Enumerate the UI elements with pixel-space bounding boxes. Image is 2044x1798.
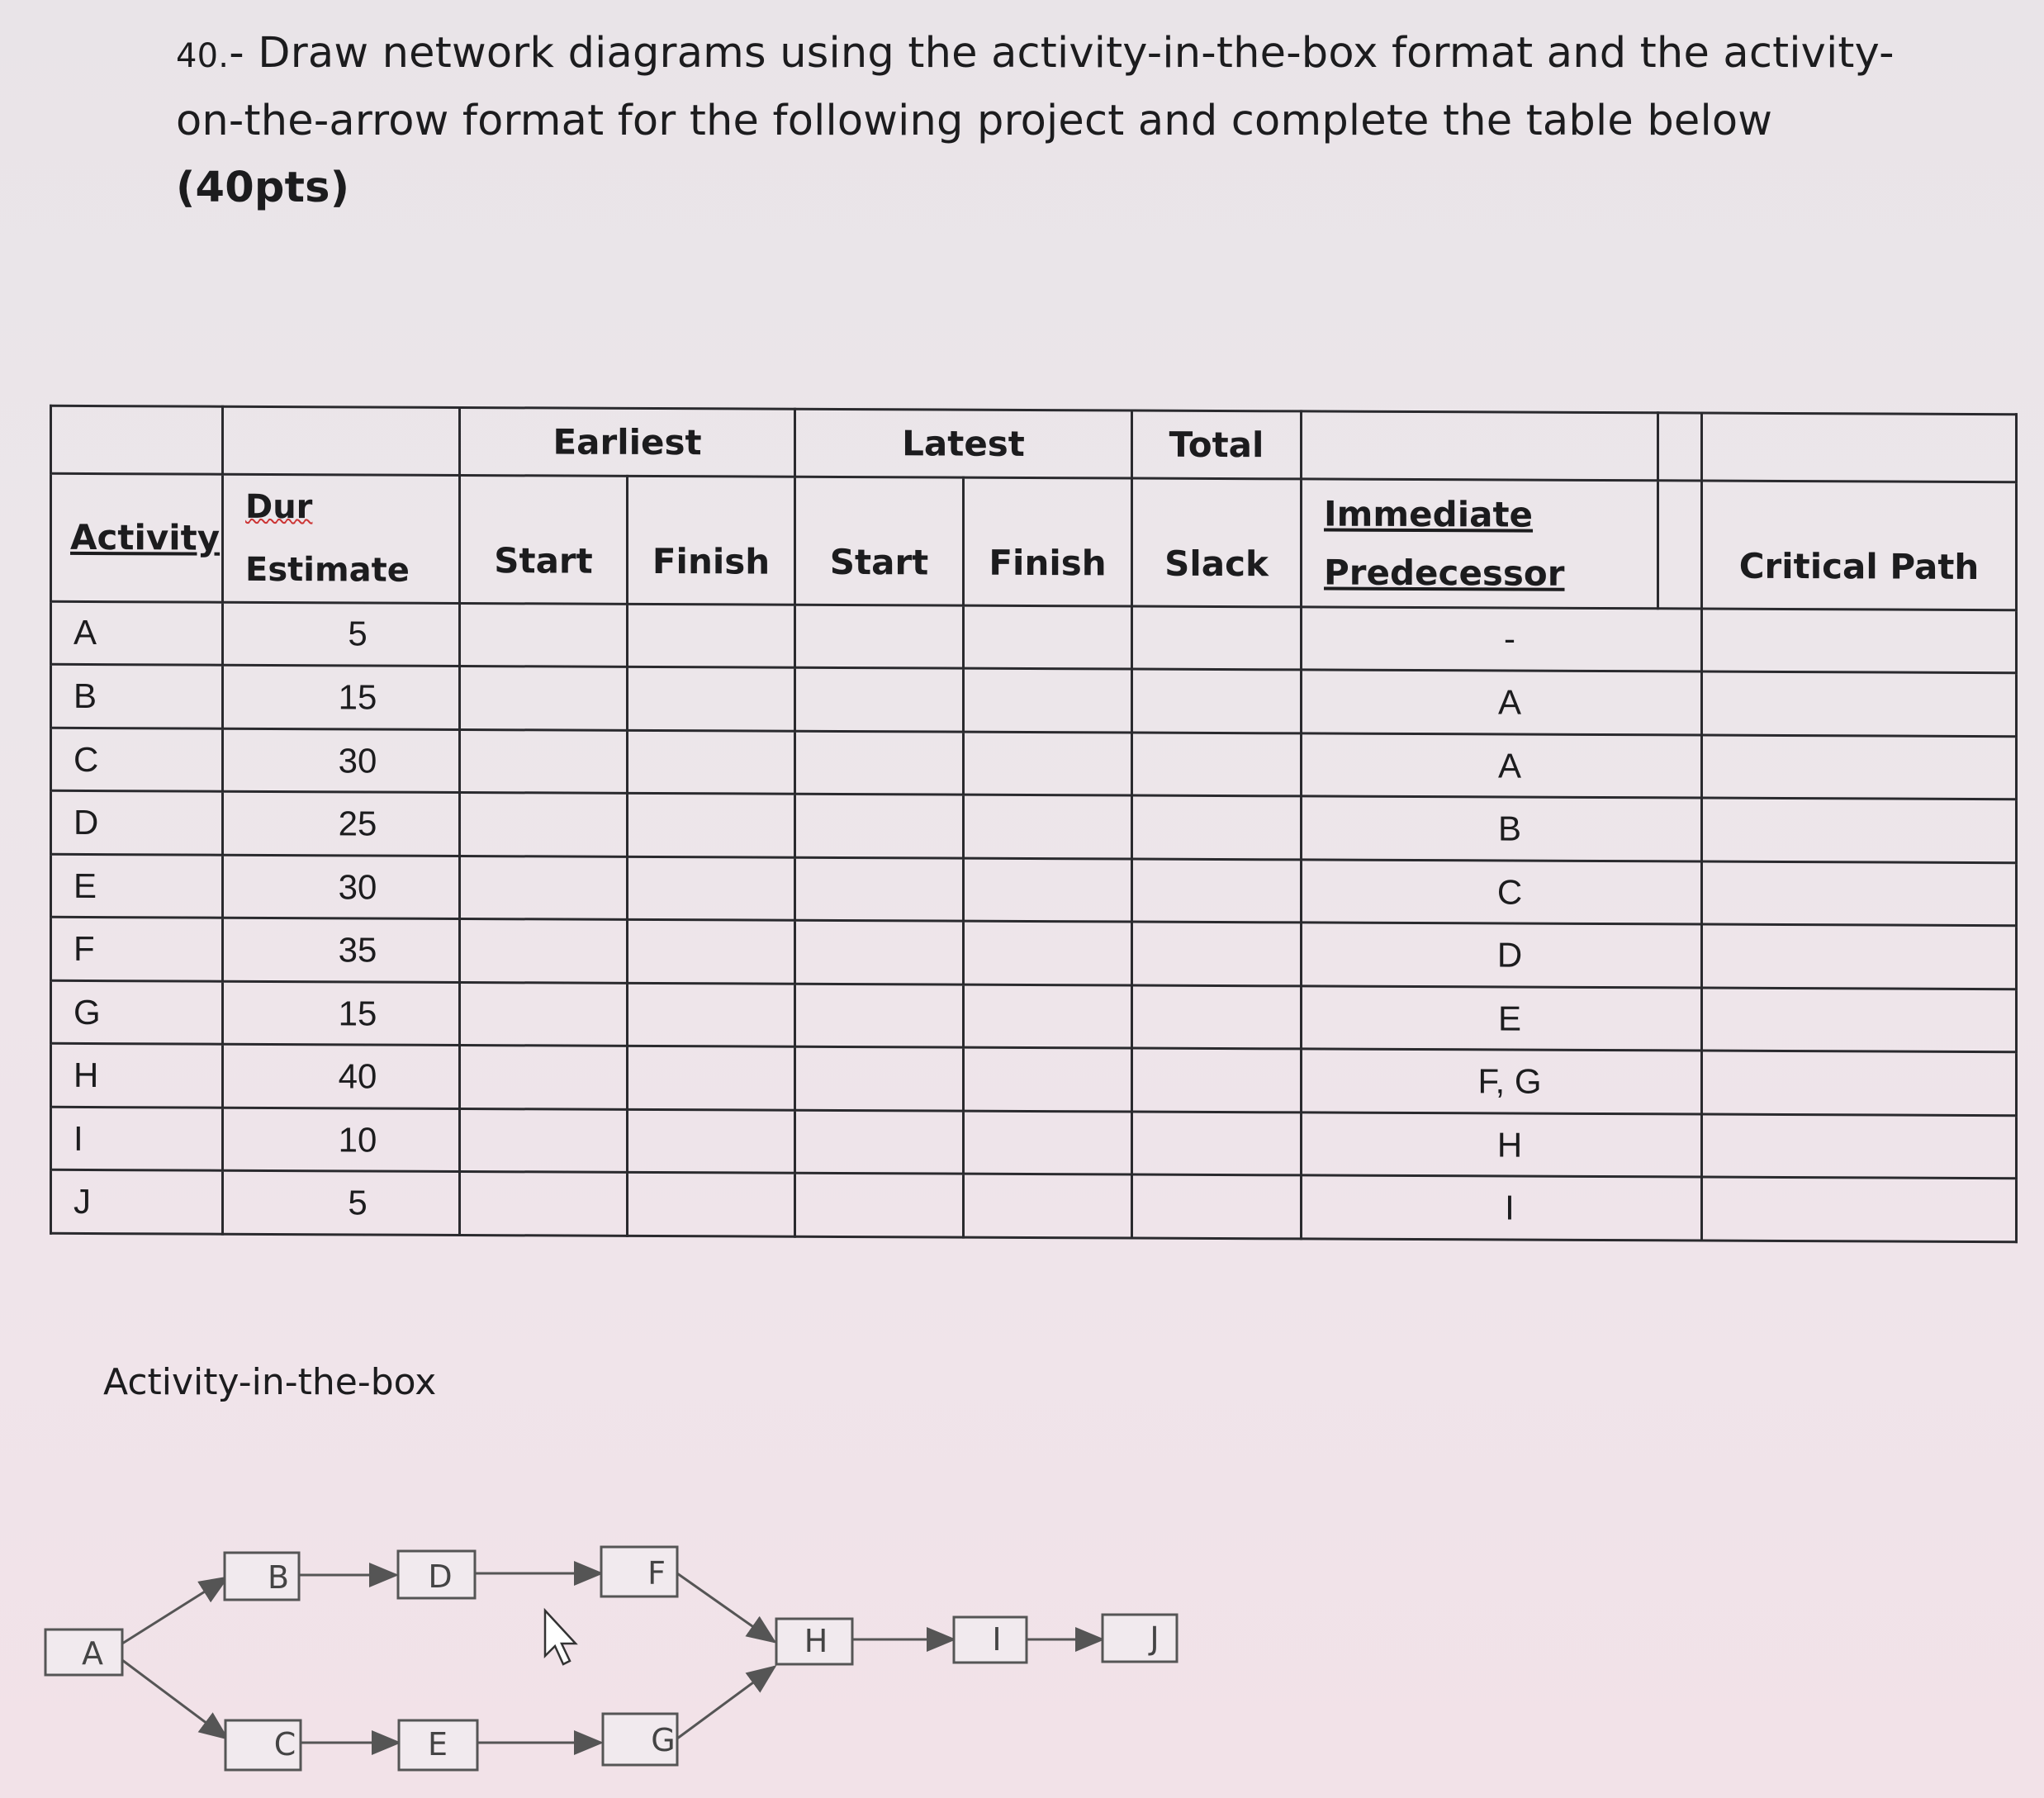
- earliest-finish-header: Finish: [628, 476, 795, 605]
- earliest-finish-cell: [628, 983, 795, 1046]
- slack-cell: [1132, 1174, 1302, 1239]
- activity-cell: I: [51, 1107, 223, 1170]
- edge-f-h: [677, 1573, 775, 1642]
- latest-finish-cell: [964, 921, 1132, 984]
- node-j-label: J: [1150, 1620, 1160, 1657]
- duration-header-line-2: Estimate: [245, 550, 410, 590]
- predecessor-cell: B: [1302, 796, 1702, 861]
- latest-start-cell: [795, 605, 964, 668]
- earliest-start-cell: [460, 856, 628, 919]
- duration-cell: 5: [223, 602, 460, 667]
- duration-cell: 5: [223, 1171, 460, 1236]
- table-row: [51, 854, 2017, 926]
- table-row: [51, 728, 2017, 799]
- earliest-finish-cell: [628, 856, 795, 920]
- activity-cell: A: [51, 601, 223, 665]
- earliest-finish-cell: [628, 920, 795, 984]
- table-row: [51, 918, 2017, 989]
- latest-start-cell: [795, 984, 964, 1047]
- node-a-label: A: [82, 1635, 103, 1672]
- node-f-label: F: [647, 1555, 666, 1592]
- question-points: (40pts): [176, 164, 350, 212]
- predecessor-cell: -: [1302, 607, 1702, 672]
- slack-cell: [1132, 1112, 1302, 1175]
- critical-path-cell: [1702, 735, 2017, 799]
- predecessor-header-line-2: Predecessor: [1324, 552, 1565, 594]
- table-row: [51, 1170, 2017, 1242]
- critical-path-cell: [1702, 1114, 2017, 1179]
- predecessor-cell: I: [1302, 1175, 1702, 1241]
- node-i-box: [954, 1617, 1027, 1663]
- edge-g-h: [677, 1667, 775, 1739]
- activity-cell: G: [51, 980, 223, 1044]
- node-i-label: I: [992, 1621, 1002, 1658]
- predecessor-cell: F, G: [1302, 1049, 1702, 1114]
- latest-start-header: Start: [795, 477, 964, 605]
- critical-path-cell: [1702, 609, 2017, 673]
- activity-in-the-box-diagram: [0, 1487, 1239, 1798]
- predecessor-cell: D: [1302, 923, 1702, 988]
- critical-path-cell: [1702, 1051, 2017, 1115]
- activity-cell: F: [51, 918, 223, 981]
- predecessor-header: [1302, 479, 1658, 609]
- group-header-row: [51, 406, 2017, 482]
- table-row: [51, 601, 2017, 673]
- question-text-1: - Draw network diagrams using the activity-in-the-box format and the activity-: [229, 29, 1895, 78]
- earliest-finish-cell: [628, 1173, 795, 1237]
- critical-path-cell: [1702, 1177, 2017, 1241]
- edge-a-b: [122, 1577, 227, 1644]
- latest-finish-cell: [964, 1174, 1132, 1238]
- activity-cell: C: [51, 728, 223, 791]
- critical-path-cell: [1702, 988, 2017, 1052]
- activity-cell: E: [51, 854, 223, 918]
- node-b-label: B: [267, 1559, 290, 1596]
- latest-finish-cell: [964, 605, 1132, 669]
- earliest-start-cell: [460, 1172, 628, 1236]
- predecessor-cell: E: [1302, 986, 1702, 1051]
- earliest-start-cell: [460, 793, 628, 856]
- slack-header: Slack: [1132, 478, 1302, 607]
- latest-finish-cell: [964, 858, 1132, 922]
- slack-cell: [1132, 606, 1302, 670]
- critical-path-cell: [1702, 671, 2017, 736]
- slack-cell: [1132, 859, 1302, 923]
- activity-cell: J: [51, 1170, 223, 1235]
- table-row: [51, 791, 2017, 863]
- earliest-start-cell: [460, 1046, 628, 1109]
- latest-header: Latest: [795, 409, 1132, 477]
- predecessor-cell: H: [1302, 1112, 1702, 1178]
- node-e-label: E: [427, 1726, 448, 1762]
- critical-path-cell: [1702, 798, 2017, 862]
- latest-start-cell: [795, 731, 964, 795]
- slack-cell: [1132, 922, 1302, 985]
- critical-path-header: Critical Path: [1702, 481, 2017, 610]
- slack-cell: [1132, 795, 1302, 859]
- duration-header-line-1: Dur: [245, 487, 313, 526]
- critical-path-cell: [1702, 924, 2017, 989]
- earliest-finish-cell: [628, 730, 795, 794]
- slack-cell: [1132, 1048, 1302, 1112]
- slack-cell: [1132, 669, 1302, 733]
- latest-finish-header: Finish: [964, 477, 1132, 606]
- latest-start-cell: [795, 795, 964, 858]
- table-row: [51, 1107, 2017, 1179]
- node-h-label: H: [804, 1623, 828, 1659]
- edge-a-c: [122, 1660, 227, 1739]
- slack-cell: [1132, 733, 1302, 796]
- diagram-title: Activity-in-the-box: [103, 1361, 437, 1403]
- slack-cell: [1132, 985, 1302, 1049]
- activity-cell: H: [51, 1044, 223, 1108]
- column-header-row: [51, 473, 2017, 610]
- duration-cell: 30: [223, 728, 460, 793]
- earliest-start-header: Start: [460, 475, 628, 604]
- duration-cell: 35: [223, 918, 460, 983]
- earliest-finish-cell: [628, 604, 795, 667]
- earliest-start-cell: [460, 1108, 628, 1172]
- earliest-start-cell: [460, 603, 628, 667]
- earliest-header: Earliest: [460, 407, 795, 476]
- latest-start-cell: [795, 857, 964, 921]
- schedule-table: [50, 405, 2018, 1243]
- latest-start-cell: [795, 921, 964, 984]
- duration-cell: 30: [223, 855, 460, 919]
- duration-cell: 15: [223, 981, 460, 1046]
- earliest-start-cell: [460, 919, 628, 983]
- node-j-box: [1103, 1615, 1177, 1662]
- latest-finish-cell: [964, 795, 1132, 858]
- mouse-cursor-icon: [545, 1611, 576, 1664]
- activity-cell: B: [51, 665, 223, 728]
- earliest-finish-cell: [628, 1109, 795, 1173]
- predecessor-cell: A: [1302, 733, 1702, 799]
- earliest-finish-cell: [628, 1046, 795, 1110]
- question-number: 40.: [176, 37, 230, 75]
- latest-start-cell: [795, 1110, 964, 1174]
- duration-cell: 40: [223, 1045, 460, 1109]
- table-row: [51, 1044, 2017, 1116]
- critical-path-cell: [1702, 861, 2017, 926]
- duration-header: [223, 474, 460, 603]
- total-header: Total: [1132, 410, 1302, 479]
- earliest-finish-cell: [628, 667, 795, 731]
- latest-finish-cell: [964, 984, 1132, 1048]
- earliest-finish-cell: [628, 794, 795, 857]
- earliest-start-cell: [460, 982, 628, 1046]
- node-d-label: D: [428, 1558, 453, 1595]
- duration-cell: 10: [223, 1108, 460, 1172]
- node-f-box: [601, 1547, 677, 1596]
- table-row: [51, 665, 2017, 737]
- latest-start-cell: [795, 1047, 964, 1111]
- question-line-2: on-the-arrow format for the following project and complete the table below: [176, 97, 1773, 145]
- duration-cell: 15: [223, 665, 460, 729]
- predecessor-cell: C: [1302, 860, 1702, 925]
- predecessor-header-line-1: Immediate: [1324, 493, 1534, 535]
- predecessor-cell: A: [1302, 670, 1702, 735]
- latest-start-cell: [795, 1174, 964, 1238]
- latest-start-cell: [795, 667, 964, 731]
- latest-finish-cell: [964, 1111, 1132, 1174]
- latest-finish-cell: [964, 1047, 1132, 1111]
- duration-cell: 25: [223, 791, 460, 856]
- latest-finish-cell: [964, 732, 1132, 795]
- activity-header: Activity: [51, 473, 223, 602]
- activity-cell: D: [51, 791, 223, 855]
- latest-finish-cell: [964, 668, 1132, 732]
- node-g-label: G: [651, 1722, 676, 1758]
- question-line-1: [176, 29, 1895, 78]
- node-c-label: C: [273, 1726, 296, 1762]
- earliest-start-cell: [460, 729, 628, 793]
- table-row: [51, 980, 2017, 1052]
- earliest-start-cell: [460, 667, 628, 730]
